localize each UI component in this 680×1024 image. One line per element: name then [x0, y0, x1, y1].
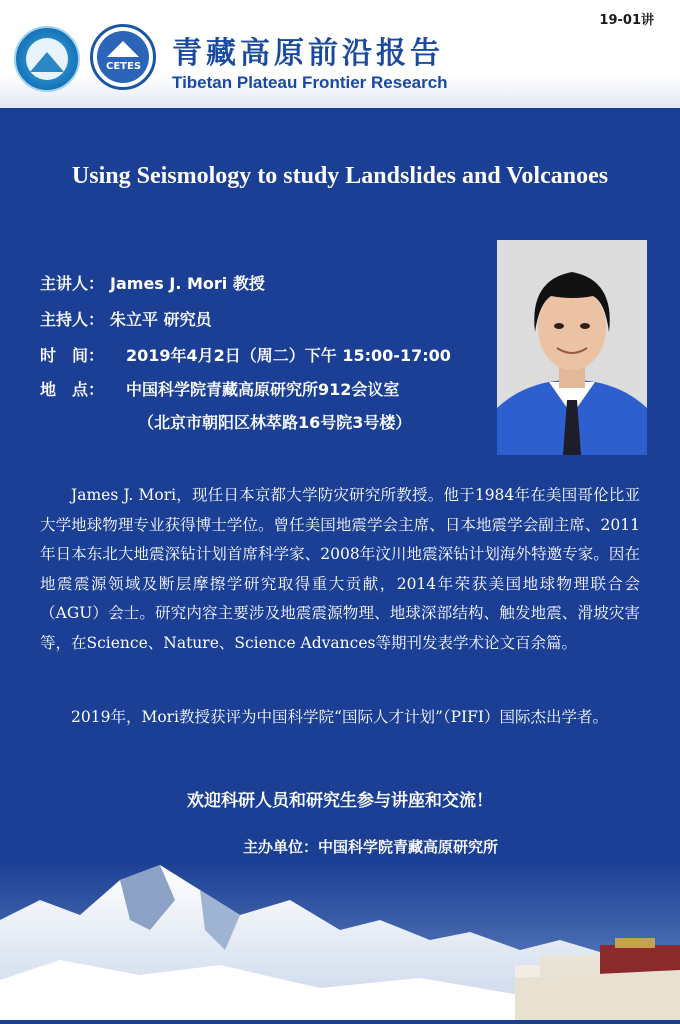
time-row: [40, 343, 451, 366]
host-label: 主持人：: [40, 310, 105, 329]
time-value: 2019年4月2日（周二）下午 15:00-17:00: [126, 346, 451, 365]
bio-paragraph-2: 2019年，Mori教授获评为中国科学院“国际人才计划”（PIFI）国际杰出学者。: [71, 708, 609, 726]
organizer-1: 中国科学院青藏高原研究所: [318, 838, 499, 856]
speaker-value: James J. Mori 教授: [110, 274, 265, 293]
speaker-row: [40, 271, 265, 294]
place-label: 地 点：: [40, 380, 105, 399]
series-title-en: Tibetan Plateau Frontier Research: [172, 73, 448, 92]
lecture-title: Using Seismology to study Landslides and Volcanoes: [71, 163, 609, 189]
header-banner: [0, 0, 680, 108]
organizer-row-1: [243, 836, 498, 857]
institute-logo-icon: [14, 26, 80, 92]
mountain-landscape: [0, 860, 680, 1020]
place-row: [40, 377, 399, 400]
place-value: 中国科学院青藏高原研究所912会议室: [126, 380, 400, 399]
welcome-message: 欢迎科研人员和研究生参与讲座和交流！: [187, 791, 493, 811]
speaker-label: 主讲人：: [40, 274, 105, 293]
cetes-logo-text: CETES: [106, 61, 142, 72]
speaker-photo: [497, 240, 647, 455]
time-label: 时 间：: [40, 346, 105, 365]
place-detail: （北京市朝阳区林萃路16号院3号楼）: [138, 413, 412, 432]
issue-number: 19-01讲: [599, 13, 654, 28]
bio-paragraph-1: James J. Mori，现任日本京都大学防灾研究所教授。他于1984年在美国哥伦比亚大学地球物理专业获得博士学位。曾任美国地震学会主席、日本地震学会副主席、2011年日本东北大地震深钻计划首席科学家、2008年汶川地震深钻计划海外特邀专家。因在地震震源领域及断层摩擦学研究取得重大贡献，2014年荣获美国地球物理联合会（AGU）会士。研究内容主要涉及地震震源物理、地球深部结构、触发地震、滑坡灾害等，在Science、Nature、Science Advances等期刊发表学术论文百余篇。: [40, 486, 640, 652]
host-row: [40, 307, 212, 330]
cetes-logo-icon: [90, 24, 156, 90]
host-value: 朱立平 研究员: [110, 310, 212, 329]
organizer-label: 主办单位：: [243, 838, 319, 856]
series-title-cn: 青藏高原前沿报告: [172, 36, 444, 71]
